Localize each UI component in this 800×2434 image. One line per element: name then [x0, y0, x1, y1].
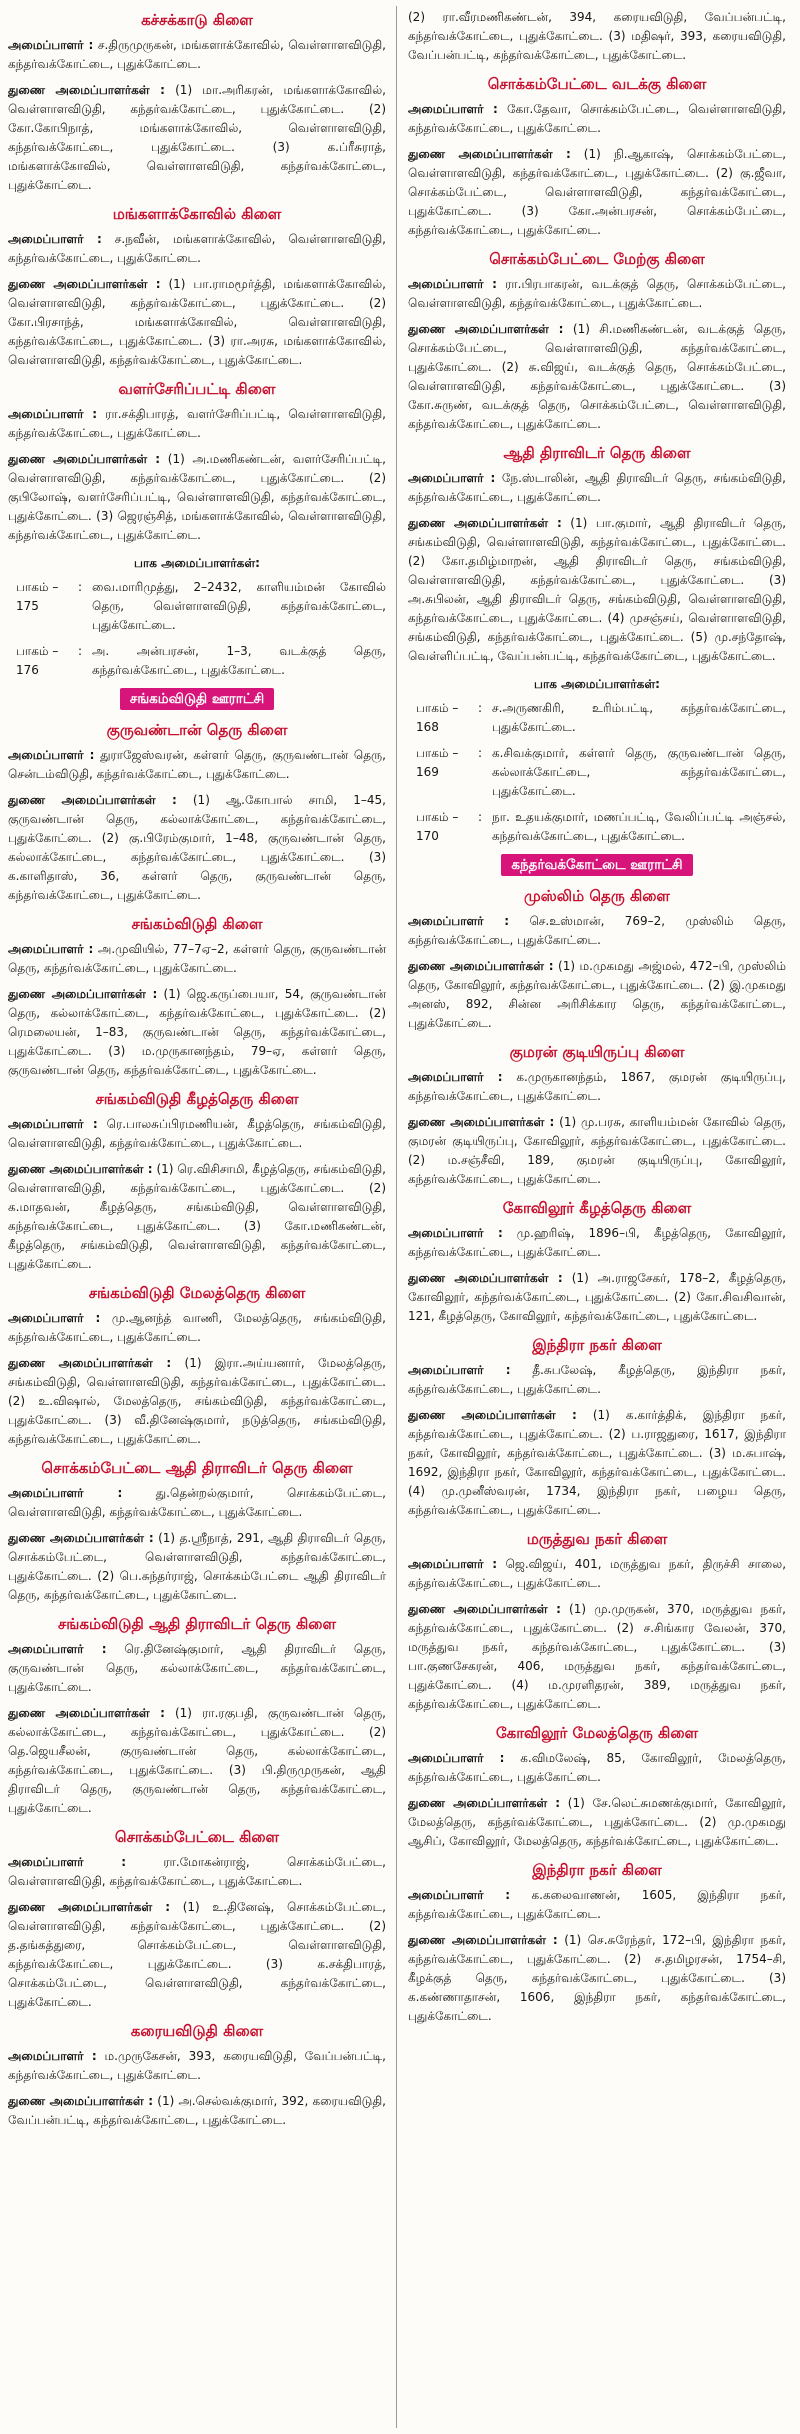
member-details: து.தென்றல்குமார், சொக்கம்பேட்டை, வெள்ளாளவிடுதி, கந்தர்வக்கோட்டை, புதுக்கோட்டை.	[8, 1486, 386, 1519]
organizer-entry	[8, 230, 386, 268]
role-label: அமைப்பாளர் :	[408, 914, 510, 928]
organizer-entry	[8, 36, 386, 74]
branch-section	[408, 1198, 786, 1326]
member-details: (1) ஜெ.கருப்பையா, 54, குருவண்டான் தெரு, கல்லாக்கோட்டை, கந்தர்வக்கோட்டை, புதுக்கோட்டை. (2) ரெமலையன், 1–83, குருவண்டான் தெரு, கந்தர்வக்கோட்டை, புதுக்கோட்டை. (3) ம.முருகானந்தம், 79–ஏ, கள்ளர் தெரு, குருவண்டான் தெரு, கந்தர்வக்கோட்டை, புதுக்கோட்டை.	[8, 987, 386, 1077]
role-label: துணை அமைப்பாளர்கள் :	[408, 1796, 561, 1810]
role-label: துணை அமைப்பாளர்கள் :	[8, 987, 158, 1001]
booth-organizer-details: நா. உதயக்குமார், மணப்பட்டி, வேலிப்பட்டி அஞ்சல், கந்தர்வக்கோட்டை, புதுக்கோட்டை.	[492, 810, 786, 843]
deputy-organizers-entry	[408, 514, 786, 666]
member-details: ரா.பிரபாகரன், வடக்குத் தெரு, சொக்கம்பேட்டை, வெள்ளாளவிடுதி, கந்தர்வக்கோட்டை, புதுக்கோட்டை.	[408, 277, 786, 310]
member-details: மு.ஆனந்த் வாணி, மேலத்தெரு, சங்கம்விடுதி, கந்தர்வக்கோட்டை, புதுக்கோட்டை.	[8, 1311, 386, 1344]
member-details: (1) அ.மணிகண்டன், வளர்சேரிப்பட்டி, வெள்ளாளவிடுதி, கந்தர்வக்கோட்டை, புதுக்கோட்டை. (2) குபிலோஷ், வளர்சேரிப்பட்டி, வெள்ளாளவிடுதி, கந்தர்வக்கோட்டை, புதுக்கோட்டை. (3) ஜெரஞ்சித், மங்களாக்கோவில், வெள்ளாளவிடுதி, கந்தர்வக்கோட்டை, புதுக்கோட்டை.	[8, 452, 386, 542]
role-label: அமைப்பாளர் :	[8, 1311, 101, 1325]
booth-organizers-title: பாக அமைப்பாளர்கள்:	[534, 677, 660, 691]
member-details: (1) ரா.ரகுபதி, குருவண்டான் தெரு, கல்லாக்கோட்டை, கந்தர்வக்கோட்டை, புதுக்கோட்டை. (2) தெ.ஜெயசீலன், குருவண்டான் தெரு, கல்லாக்கோட்டை, கந்தர்வக்கோட்டை, புதுக்கோட்டை. (3) பி.திருமுருகன், ஆதி திராவிடர் தெரு, குருவண்டான் தெரு, கந்தர்வக்கோட்டை, புதுக்கோட்டை.	[8, 1706, 386, 1815]
deputy-organizers-entry	[408, 1794, 786, 1851]
panchayat-banner-label: கந்தர்வக்கோட்டை ஊராட்சி	[501, 854, 692, 876]
role-label: அமைப்பாளர் :	[8, 942, 94, 956]
role-label: துணை அமைப்பாளர்கள் :	[408, 516, 562, 530]
member-details: (1) நி.ஆகாஷ், சொக்கம்பேட்டை, வெள்ளாளவிடுதி, கந்தர்வக்கோட்டை, புதுக்கோட்டை. (2) கு.ஜீவா, சொக்கம்பேட்டை, வெள்ளாளவிடுதி, கந்தர்வக்கோட்டை, புதுக்கோட்டை. (3) கோ.அன்பரசன், சொக்கம்பேட்டை, கந்தர்வக்கோட்டை, புதுக்கோட்டை.	[408, 147, 786, 237]
role-label: அமைப்பாளர் :	[408, 102, 498, 116]
deputy-organizers-entry	[8, 985, 386, 1080]
booth-separator: :	[78, 644, 83, 658]
role-label: துணை அமைப்பாளர்கள் :	[8, 1531, 154, 1545]
branch-heading: சங்கம்விடுதி கிளை	[131, 915, 263, 933]
role-label: அமைப்பாளர் :	[8, 2049, 97, 2063]
role-label: துணை அமைப்பாளர்கள் :	[8, 452, 161, 466]
branch-heading: ஆதி திராவிடர் தெரு கிளை	[503, 444, 691, 462]
branch-section	[408, 249, 786, 434]
booth-number: பாகம் – 175	[16, 580, 59, 613]
role-label: துணை அமைப்பாளர்கள் :	[8, 1162, 153, 1176]
member-details: க.முருகானந்தம், 1867, குமரன் குடியிருப்பு, கந்தர்வக்கோட்டை, புதுக்கோட்டை.	[408, 1070, 786, 1103]
deputy-organizers-entry	[8, 450, 386, 545]
branch-heading: கோவிலூர் கீழத்தெரு கிளை	[502, 1199, 692, 1217]
deputy-organizers-entry	[8, 81, 386, 195]
role-label: அமைப்பாளர் :	[8, 232, 102, 246]
branch-section	[8, 204, 386, 370]
branch-heading: இந்திரா நகர் கிளை	[532, 1336, 662, 1354]
booth-organizers	[408, 675, 786, 846]
deputy-organizers-entry	[408, 957, 786, 1033]
organizer-entry	[408, 1224, 786, 1262]
branch-heading: சங்கம்விடுதி ஆதி திராவிடர் தெரு கிளை	[57, 1615, 337, 1633]
role-label: அமைப்பாளர் :	[408, 1888, 511, 1902]
role-label: துணை அமைப்பாளர்கள் :	[8, 277, 161, 291]
deputy-organizers-entry	[8, 1354, 386, 1449]
branch-heading: கரையவிடுதி கிளை	[130, 2022, 264, 2040]
booth-row	[8, 642, 386, 680]
member-details: ரெ.தினேஷ்குமார், ஆதி திராவிடர் தெரு, குருவண்டான் தெரு, கல்லாக்கோட்டை, கந்தர்வக்கோட்டை, புதுக்கோட்டை.	[8, 1642, 386, 1694]
deputy-organizers-entry	[408, 1931, 786, 2026]
branch-heading: குருவண்டான் தெரு கிளை	[106, 721, 288, 739]
member-details: (1) பா.ராமமூர்த்தி, மங்களாக்கோவில், வெள்ளாளவிடுதி, கந்தர்வக்கோட்டை, புதுக்கோட்டை. (2) கோ.பிரசாந்த், மங்களாக்கோவில், வெள்ளாளவிடுதி, கந்தர்வக்கோட்டை, புதுக்கோட்டை. (3) ரா.அரசு, மங்களாக்கோவில், வெள்ளாளவிடுதி, கந்தர்வக்கோட்டை, புதுக்கோட்டை.	[8, 277, 386, 367]
role-label: அமைப்பாளர் :	[8, 407, 97, 421]
booth-separator: :	[478, 810, 483, 824]
role-label: துணை அமைப்பாளர்கள் :	[8, 793, 177, 807]
member-details: ச.நவீன், மங்களாக்கோவில், வெள்ளாளவிடுதி, கந்தர்வக்கோட்டை, புதுக்கோட்டை.	[8, 232, 386, 265]
branch-section	[8, 720, 386, 905]
role-label: அமைப்பாளர் :	[408, 1226, 503, 1240]
branch-heading: சொக்கம்பேட்டை வடக்கு கிளை	[487, 75, 707, 93]
member-details: கோ.தேவா, சொக்கம்பேட்டை, வெள்ளாளவிடுதி, கந்தர்வக்கோட்டை, புதுக்கோட்டை.	[408, 102, 786, 135]
role-label: அமைப்பாளர் :	[408, 277, 497, 291]
booth-organizer-details: வை.மாரிமுத்து, 2–2432, காளியம்மன் கோவில் தெரு, வெள்ளாளவிடுதி, கந்தர்வக்கோட்டை, புதுக்கோட்டை.	[92, 580, 386, 632]
member-details: (1) ரெ.விசிசாமி, கீழத்தெரு, சங்கம்விடுதி, வெள்ளாளவிடுதி, கந்தர்வக்கோட்டை, புதுக்கோட்டை. (2) க.மாதவன், கீழத்தெரு, சங்கம்விடுதி, வெள்ளாளவிடுதி, கந்தர்வக்கோட்டை, புதுக்கோட்டை. (3) கோ.மணிகண்டன், கீழத்தெரு, சங்கம்விடுதி, வெள்ளாளவிடுதி, கந்தர்வக்கோட்டை, புதுக்கோட்டை.	[8, 1162, 386, 1271]
organizer-entry	[8, 1309, 386, 1347]
role-label: துணை அமைப்பாளர்கள் :	[408, 1271, 563, 1285]
booth-row	[408, 808, 786, 846]
organizer-entry	[408, 1068, 786, 1106]
deputy-organizers-entry	[408, 145, 786, 240]
branch-section	[8, 2021, 386, 2130]
booth-separator: :	[78, 580, 83, 594]
deputy-organizers-entry	[8, 1529, 386, 1605]
branch-heading: முஸ்லிம் தெரு கிளை	[524, 887, 670, 905]
member-details: அ.முவியில், 77–7ஏ–2, கள்ளர் தெரு, குருவண்டான் தெரு, கந்தர்வக்கோட்டை, புதுக்கோட்டை.	[8, 942, 386, 975]
role-label: அமைப்பாளர் :	[8, 748, 95, 762]
member-details: (1) ஆ.கோபால் சாமி, 1–45, குருவண்டான் தெரு, கல்லாக்கோட்டை, கந்தர்வக்கோட்டை, புதுக்கோட்டை. (2) கு.பிரேம்குமார், 1–48, குருவண்டான் தெரு, கல்லாக்கோட்டை, கந்தர்வக்கோட்டை, புதுக்கோட்டை. (3) க.காளிதாஸ், 36, கள்ளர் தெரு, குருவண்டான் தெரு, கந்தர்வக்கோட்டை, புதுக்கோட்டை.	[8, 793, 386, 902]
role-label: அமைப்பாளர் :	[408, 471, 496, 485]
deputy-organizers-entry	[8, 1160, 386, 1274]
deputy-organizers-entry	[8, 791, 386, 905]
organizer-entry	[408, 1886, 786, 1924]
role-label: துணை அமைப்பாளர்கள் :	[408, 1115, 555, 1129]
role-label: அமைப்பாளர் :	[408, 1363, 511, 1377]
booth-organizer-details: ச.அருணகிரி, உரிம்பட்டி, கந்தர்வக்கோட்டை, புதுக்கோட்டை.	[492, 701, 786, 734]
booth-separator: :	[478, 746, 483, 760]
branch-section	[408, 1529, 786, 1714]
deputy-organizers-entry	[408, 1269, 786, 1326]
organizer-entry	[408, 275, 786, 313]
role-label: துணை அமைப்பாளர்கள் :	[8, 1356, 172, 1370]
branch-section	[408, 1723, 786, 1851]
member-details: (1) பா.குமார், ஆதி திராவிடர் தெரு, சங்கம்விடுதி, வெள்ளாளவிடுதி, கந்தர்வக்கோட்டை, புதுக்கோட்டை. (2) கோ.தமிழ்மாறன், ஆதி திராவிடர் தெரு, சங்கம்விடுதி, வெள்ளாளவிடுதி, கந்தர்வக்கோட்டை, புதுக்கோட்டை. (3) அ.சுபிலன், ஆதி திராவிடர் தெரு, சங்கம்விடுதி, வெள்ளாளவிடுதி, கந்தர்வக்கோட்டை, புதுக்கோட்டை. (4) முசஞ்சய், வெள்ளாளவிடுதி, சங்கம்விடுதி, கந்தர்வக்கோட்டை, புதுக்கோட்டை. (5) மு.சந்தோஷ், வெள்ளிப்பட்டி, வேப்பன்பட்டி, கந்தர்வக்கோட்டை, புதுக்கோட்டை.	[408, 516, 786, 663]
branch-section	[8, 379, 386, 545]
branch-heading: சங்கம்விடுதி மேலத்தெரு கிளை	[88, 1284, 306, 1302]
member-details: மு.ஹரிஷ், 1896–பி, கீழத்தெரு, கோவிலூர், கந்தர்வக்கோட்டை, புதுக்கோட்டை.	[408, 1226, 786, 1259]
member-details: நே.ஸ்டாலின், ஆதி திராவிடர் தெரு, சங்கம்விடுதி, கந்தர்வக்கோட்டை, புதுக்கோட்டை.	[408, 471, 786, 504]
member-details: தீ.சுபலேஷ், கீழத்தெரு, இந்திரா நகர், கந்தர்வக்கோட்டை, புதுக்கோட்டை.	[408, 1363, 786, 1396]
role-label: துணை அமைப்பாளர்கள் :	[408, 959, 554, 973]
branch-section	[8, 1283, 386, 1449]
branch-section	[8, 1614, 386, 1818]
organizer-entry	[8, 940, 386, 978]
organizer-entry	[8, 1640, 386, 1697]
branch-heading: கச்சக்காடு கிளை	[141, 11, 253, 29]
member-details: (1) அ.செல்வக்குமார், 392, கரையவிடுதி, வேப்பன்பட்டி, கந்தர்வக்கோட்டை, புதுக்கோட்டை.	[8, 2094, 386, 2127]
booth-organizers	[8, 554, 386, 680]
booth-organizers-title: பாக அமைப்பாளர்கள்:	[134, 556, 260, 570]
branch-heading: மருத்துவ நகர் கிளை	[526, 1530, 668, 1548]
branch-section	[8, 914, 386, 1080]
role-label: துணை அமைப்பாளர்கள் :	[408, 147, 571, 161]
branch-heading: குமரன் குடியிருப்பு கிளை	[509, 1043, 685, 1061]
column-divider	[396, 6, 397, 2428]
organizer-entry	[8, 1115, 386, 1153]
member-details: (1) அ.ராஜசேகர், 178–2, கீழத்தெரு, கோவிலூர், கந்தர்வக்கோட்டை, புதுக்கோட்டை. (2) கோ.சிவசிவான், 121, கீழத்தெரு, கோவிலூர், கந்தர்வக்கோட்டை, புதுக்கோட்டை.	[408, 1271, 786, 1323]
member-details: (1) ம.முகமது அஜ்மல், 472–பி, முஸ்லிம் தெரு, கோவிலூர், கந்தர்வக்கோட்டை, புதுக்கோட்டை. (2) இ.முகமது அனஸ், 892, சின்ன அரிசிக்கார தெரு, கந்தர்வக்கோட்டை, புதுக்கோட்டை.	[408, 959, 786, 1030]
booth-organizer-details: அ. அன்பரசன், 1–3, வடக்குத் தெரு, கந்தர்வக்கோட்டை, புதுக்கோட்டை.	[92, 644, 386, 677]
booth-separator: :	[478, 701, 483, 715]
member-details: (1) இரா.அய்யனார், மேலத்தெரு, சங்கம்விடுதி, வெள்ளாளவிடுதி, கந்தர்வக்கோட்டை, புதுக்கோட்டை. (2) உ.விஷால், மேலத்தெரு, சங்கம்விடுதி, கந்தர்வக்கோட்டை, புதுக்கோட்டை. (3) வீ.தினேஷ்குமார், நடுத்தெரு, சங்கம்விடுதி, கந்தர்வக்கோட்டை, புதுக்கோட்டை.	[8, 1356, 386, 1446]
member-details: ரா.மோகன்ராஜ், சொக்கம்பேட்டை, வெள்ளாளவிடுதி, கந்தர்வக்கோட்டை, புதுக்கோட்டை.	[8, 1855, 386, 1888]
branch-section	[408, 1860, 786, 2026]
right-column	[408, 8, 786, 2426]
branch-section	[408, 1335, 786, 1520]
deputy-organizers-entry	[8, 2092, 386, 2130]
deputy-organizers-entry	[408, 1600, 786, 1714]
role-label: அமைப்பாளர் :	[408, 1751, 505, 1765]
role-label: அமைப்பாளர் :	[8, 1117, 98, 1131]
branch-section	[408, 443, 786, 666]
booth-number: பாகம் – 170	[416, 810, 459, 843]
organizer-entry	[408, 469, 786, 507]
role-label: துணை அமைப்பாளர்கள் :	[8, 83, 165, 97]
panchayat-banner	[408, 854, 786, 876]
role-label: துணை அமைப்பாளர்கள் :	[408, 1408, 577, 1422]
role-label: அமைப்பாளர் :	[8, 1486, 123, 1500]
member-details: செ.உஸ்மான், 769–2, முஸ்லிம் தெரு, கந்தர்வக்கோட்டை, புதுக்கோட்டை.	[408, 914, 786, 947]
organizer-entry	[8, 1484, 386, 1522]
branch-section	[408, 74, 786, 240]
member-details: (1) த.ஸ்ரீநாத், 291, ஆதி திராவிடர் தெரு, சொக்கம்பேட்டை, வெள்ளாளவிடுதி, கந்தர்வக்கோட்டை, புதுக்கோட்டை. (2) பெ.சுந்தர்ராஜ், சொக்கம்பேட்டை ஆதி திராவிடர் தெரு, கந்தர்வக்கோட்டை, புதுக்கோட்டை.	[8, 1531, 386, 1602]
member-details: க.விமலேஷ், 85, கோவிலூர், மேலத்தெரு, கந்தர்வக்கோட்டை, புதுக்கோட்டை.	[408, 1751, 786, 1784]
role-label: துணை அமைப்பாளர்கள் :	[408, 1602, 561, 1616]
role-label: அமைப்பாளர் :	[8, 38, 94, 52]
organizer-entry	[408, 8, 786, 65]
panchayat-banner-label: சங்கம்விடுதி ஊராட்சி	[120, 688, 274, 710]
member-details: (1) உ.தினேஷ், சொக்கம்பேட்டை, வெள்ளாளவிடுதி, கந்தர்வக்கோட்டை, புதுக்கோட்டை. (2) த.தங்கத்துரை, சொக்கம்பேட்டை, வெள்ளாளவிடுதி, கந்தர்வக்கோட்டை, புதுக்கோட்டை. (3) க.சக்திபாரத், சொக்கம்பேட்டை, வெள்ளாளவிடுதி, கந்தர்வக்கோட்டை, புதுக்கோட்டை.	[8, 1900, 386, 2009]
role-label: அமைப்பாளர் :	[408, 1557, 498, 1571]
member-details: (1) க.கார்த்திக், இந்திரா நகர், கந்தர்வக்கோட்டை, புதுக்கோட்டை. (2) ப.ராஜதுரை, 1617, இந்திரா நகர், கோவிலூர், கந்தர்வக்கோட்டை, புதுக்கோட்டை. (3) ம.சுபாஷ், 1692, இந்திரா நகர், கோவிலூர், கந்தர்வக்கோட்டை, புதுக்கோட்டை. (4) மு.முனீஸ்வரன், 1734, இந்திரா நகர், பழைய தெரு, கந்தர்வக்கோட்டை, புதுக்கோட்டை.	[408, 1408, 786, 1517]
role-label: துணை அமைப்பாளர்கள் :	[8, 1706, 165, 1720]
booth-number: பாகம் – 168	[416, 701, 459, 734]
member-details: (1) சி.மணிகண்டன், வடக்குத் தெரு, சொக்கம்பேட்டை, வெள்ளாளவிடுதி, கந்தர்வக்கோட்டை, புதுக்கோட்டை. (2) சு.விஜய், வடக்குத் தெரு, சொக்கம்பேட்டை, வெள்ளாளவிடுதி, கந்தர்வக்கோட்டை, புதுக்கோட்டை. (3) கோ.சுருண், வடக்குத் தெரு, சொக்கம்பேட்டை, வெள்ளாளவிடுதி, கந்தர்வக்கோட்டை, புதுக்கோட்டை.	[408, 322, 786, 431]
organizer-entry	[408, 912, 786, 950]
member-details: (1) மு.முருகன், 370, மருத்துவ நகர், கந்தர்வக்கோட்டை, புதுக்கோட்டை. (2) ச.சிங்கார வேலன், 370, மருத்துவ நகர், கந்தர்வக்கோட்டை, புதுக்கோட்டை. (3) பா.குணசேகரன், 406, மருத்துவ நகர், கந்தர்வக்கோட்டை, புதுக்கோட்டை. (4) ம.முரளிதரன், 389, மருத்துவ நகர், கந்தர்வக்கோட்டை, புதுக்கோட்டை.	[408, 1602, 786, 1711]
role-label: துணை அமைப்பாளர்கள் :	[408, 322, 564, 336]
member-details: ரா.சக்திபாரத், வளர்சேரிப்பட்டி, வெள்ளாளவிடுதி, கந்தர்வக்கோட்டை, புதுக்கோட்டை.	[8, 407, 386, 440]
panchayat-banner	[8, 688, 386, 710]
branch-section	[8, 1089, 386, 1274]
branch-section	[8, 1458, 386, 1605]
branch-section	[408, 8, 786, 65]
booth-row	[408, 744, 786, 801]
member-details: (2) ரா.வீரமணிகண்டன், 394, கரையவிடுதி, வேப்பன்பட்டி, கந்தர்வக்கோட்டை, புதுக்கோட்டை. (3) மதிஷர், 393, கரையவிடுதி, வேப்பன்பட்டி, கந்தர்வக்கோட்டை, புதுக்கோட்டை.	[408, 10, 786, 62]
deputy-organizers-entry	[408, 1113, 786, 1189]
branch-heading: வளர்சேரிப்பட்டி கிளை	[118, 380, 276, 398]
role-label: துணை அமைப்பாளர்கள் :	[408, 1933, 558, 1947]
deputy-organizers-entry	[8, 1898, 386, 2012]
role-label: துணை அமைப்பாளர்கள் :	[8, 2094, 154, 2108]
organizer-entry	[408, 1555, 786, 1593]
branch-heading: இந்திரா நகர் கிளை	[532, 1861, 662, 1879]
organizer-entry	[8, 405, 386, 443]
booth-organizer-details: க.சிவக்குமார், கள்ளர் தெரு, குருவண்டான் தெரு, கல்லாக்கோட்டை, கந்தர்வக்கோட்டை, புதுக்கோட்டை.	[492, 746, 786, 798]
role-label: அமைப்பாளர் :	[408, 1070, 503, 1084]
booth-number: பாகம் – 169	[416, 746, 459, 779]
organizer-entry	[408, 1361, 786, 1399]
member-details: (1) மா.அரிகரன், மங்களாக்கோவில், வெள்ளாளவிடுதி, கந்தர்வக்கோட்டை, புதுக்கோட்டை. (2) கோ.கோபிநாத், மங்களாக்கோவில், வெள்ளாளவிடுதி, கந்தர்வக்கோட்டை, புதுக்கோட்டை. (3) க.ப்ரீசுராத், மங்களாக்கோவில், வெள்ளாளவிடுதி, கந்தர்வக்கோட்டை, புதுக்கோட்டை.	[8, 83, 386, 192]
branch-section	[408, 1042, 786, 1189]
branch-section	[8, 1827, 386, 2012]
organizer-entry	[8, 2047, 386, 2085]
role-label: அமைப்பாளர் :	[8, 1642, 107, 1656]
branch-section	[8, 10, 386, 195]
organizer-entry	[8, 746, 386, 784]
member-details: (1) சே.லெட்சுமணக்குமார், கோவிலூர், மேலத்தெரு, கந்தர்வக்கோட்டை, புதுக்கோட்டை. (2) மு.முகமது ஆசிப், கோவிலூர், மேலத்தெரு, கந்தர்வக்கோட்டை, புதுக்கோட்டை.	[408, 1796, 786, 1848]
deputy-organizers-entry	[408, 1406, 786, 1520]
organizer-entry	[408, 100, 786, 138]
deputy-organizers-entry	[8, 1704, 386, 1818]
branch-heading: கோவிலூர் மேலத்தெரு கிளை	[495, 1724, 699, 1742]
member-details: ஜெ.விஜய், 401, மருத்துவ நகர், திருச்சி சாலை, கந்தர்வக்கோட்டை, புதுக்கோட்டை.	[408, 1557, 786, 1590]
branch-heading: சொக்கம்பேட்டை மேற்கு கிளை	[489, 250, 705, 268]
member-details: ரெ.பாலசுப்பிரமணியன், கீழத்தெரு, சங்கம்விடுதி, வெள்ளாளவிடுதி, கந்தர்வக்கோட்டை, புதுக்கோட்டை.	[8, 1117, 386, 1150]
member-details: க.கலைவாணன், 1605, இந்திரா நகர், கந்தர்வக்கோட்டை, புதுக்கோட்டை.	[408, 1888, 786, 1921]
booth-row	[8, 578, 386, 635]
branch-heading: சங்கம்விடுதி கீழத்தெரு கிளை	[95, 1090, 299, 1108]
booth-row	[408, 699, 786, 737]
role-label: அமைப்பாளர் :	[8, 1855, 127, 1869]
organizer-entry	[408, 1749, 786, 1787]
branch-heading: சொக்கம்பேட்டை கிளை	[114, 1828, 280, 1846]
member-details: (1) செ.சுரேந்தர், 172–பி, இந்திரா நகர், கந்தர்வக்கோட்டை, புதுக்கோட்டை. (2) ச.தமிழரசன், 1754–சி, கீழக்குத் தெரு, கந்தர்வக்கோட்டை, புதுக்கோட்டை. (3) க.கண்ணாதாசன், 1606, இந்திரா நகர், கந்தர்வக்கோட்டை, புதுக்கோட்டை.	[408, 1933, 786, 2023]
booth-number: பாகம் – 176	[16, 644, 59, 677]
member-details: ச.திருமுருகன், மங்களாக்கோவில், வெள்ளாளவிடுதி, கந்தர்வக்கோட்டை, புதுக்கோட்டை.	[8, 38, 386, 71]
organizer-entry	[8, 1853, 386, 1891]
role-label: துணை அமைப்பாளர்கள் :	[8, 1900, 171, 1914]
member-details: (1) மு.பரசு, காளியம்மன் கோவில் தெரு, குமரன் குடியிருப்பு, கோவிலூர், கந்தர்வக்கோட்டை, புதுக்கோட்டை. (2) ம.சஞ்சீவி, 189, குமரன் குடியிருப்பு, கோவிலூர், கந்தர்வக்கோட்டை, புதுக்கோட்டை.	[408, 1115, 786, 1186]
branch-heading: சொக்கம்பேட்டை ஆதி திராவிடர் தெரு கிளை	[41, 1459, 353, 1477]
left-column	[8, 8, 386, 2426]
branch-section	[408, 886, 786, 1033]
member-details: துராஜேஸ்வரன், கள்ளர் தெரு, குருவண்டான் தெரு, சென்டம்விடுதி, கந்தர்வக்கோட்டை, புதுக்கோட்டை.	[8, 748, 386, 781]
deputy-organizers-entry	[408, 320, 786, 434]
branch-heading: மங்களாக்கோவில் கிளை	[112, 205, 282, 223]
deputy-organizers-entry	[8, 275, 386, 370]
member-details: ம.முருகேசன், 393, கரையவிடுதி, வேப்பன்பட்டி, கந்தர்வக்கோட்டை, புதுக்கோட்டை.	[8, 2049, 386, 2082]
